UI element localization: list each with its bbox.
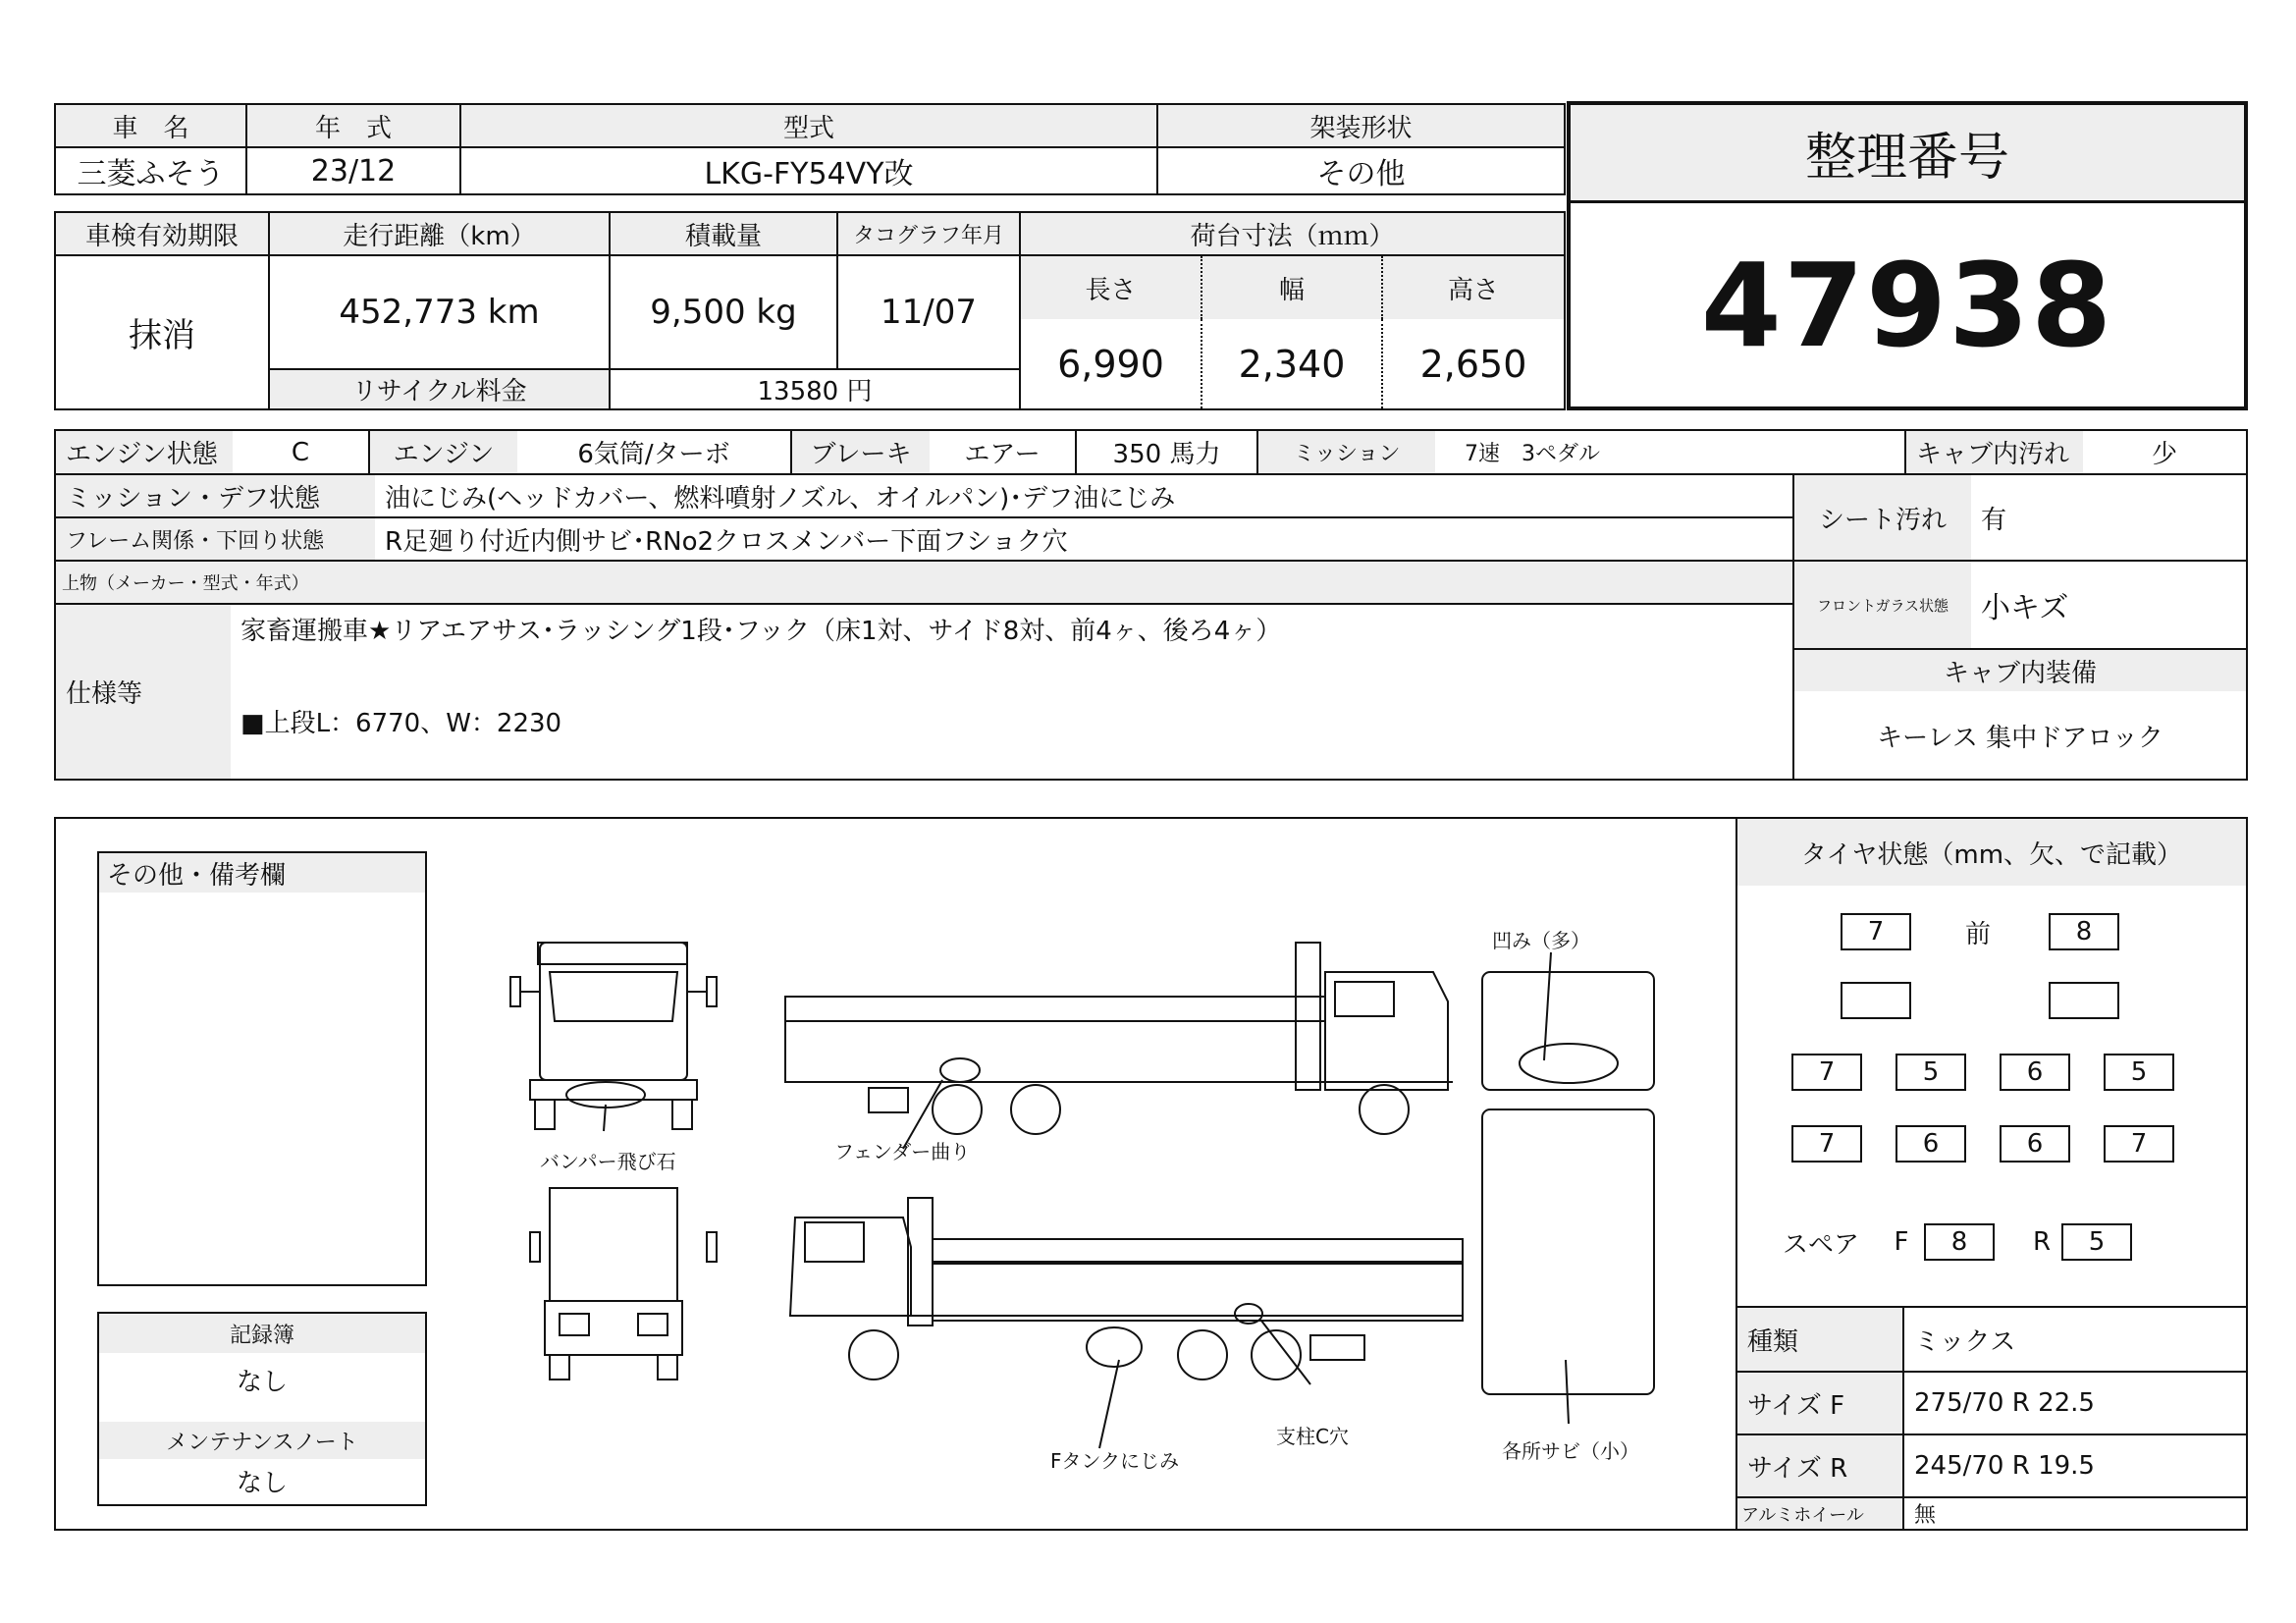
mileage-value: 452,773 km	[268, 254, 611, 370]
note-bumper: バンパー飛び石	[540, 1150, 676, 1173]
seat-dirt-value: 有	[1981, 505, 2007, 535]
ref-number: 47938	[1700, 237, 2114, 373]
frame-value: R足廻り付近内側サビ･RNo2クロスメンバー下面フショク穴	[385, 526, 1068, 557]
truck-side-view-top	[785, 943, 1453, 1134]
inspection-label: 車検有効期限	[54, 211, 270, 256]
mission-value: 7速 3ペダル	[1455, 431, 1906, 473]
top-table	[54, 103, 1566, 410]
tire-rear1-2: 5	[1896, 1054, 1966, 1091]
cab-equip-label: キャブ内装備	[1794, 650, 2246, 691]
truck-top-view	[1482, 972, 1654, 1424]
tire-rear1-3: 6	[2000, 1054, 2070, 1091]
mission-diff-label: ミッション・デフ状態	[56, 475, 375, 516]
height-label: 高さ	[1381, 256, 1564, 319]
width-label: 幅	[1201, 256, 1381, 319]
tire-size-r-value: 245/70 R 19.5	[1914, 1451, 2095, 1481]
tire-rear2-2: 6	[1896, 1125, 1966, 1163]
maint-value: なし	[236, 1468, 288, 1498]
length-value: 6,990	[1057, 342, 1164, 386]
frame-label: フレーム関係・下回り状態	[56, 518, 375, 560]
remarks-box	[97, 851, 427, 1286]
vehicle-name: 三菱ふそう	[54, 146, 247, 195]
body-label: 架装形状	[1156, 103, 1566, 148]
tire-rear1-4: 5	[2104, 1054, 2174, 1091]
mileage-label: 走行距離（km）	[268, 211, 611, 256]
spare-label: スペア	[1782, 1229, 1859, 1260]
mission-label: ミッション	[1258, 431, 1435, 473]
height-value: 2,650	[1381, 319, 1564, 408]
model-label: 型式	[459, 103, 1158, 148]
engine-label: エンジン	[370, 431, 517, 473]
note-dent: 凹み（多）	[1492, 929, 1590, 952]
tire-second-left	[1841, 982, 1911, 1019]
engine-state-label: エンジン状態	[56, 431, 233, 473]
spare-f-value: 8	[1924, 1223, 1995, 1261]
spare-r-value: 5	[2061, 1223, 2132, 1261]
recycle-label: リサイクル料金	[268, 368, 611, 410]
note-pillar: 支柱C穴	[1276, 1425, 1349, 1448]
vehicle-year: 23/12	[245, 146, 461, 195]
remarks-label: その他・備考欄	[99, 853, 425, 893]
tire-size-r-label: サイズ R	[1737, 1435, 1904, 1496]
capacity-value: 9,500 kg	[609, 254, 838, 370]
tire-size-f-label: サイズ F	[1737, 1373, 1904, 1434]
name-label: 車 名	[54, 103, 247, 148]
alloy-value: 無	[1914, 1503, 1937, 1528]
windshield-label: フロントガラス状態	[1794, 562, 1971, 648]
spec-line-2: ■上段L：6770、W：2230	[240, 709, 562, 738]
tire-title: タイヤ状態（mm、欠、で記載）	[1737, 819, 2246, 886]
tire-rear2-4: 7	[2104, 1125, 2174, 1163]
ref-box	[1567, 101, 2248, 410]
brake-label: ブレーキ	[792, 431, 930, 473]
tacho-label: タコグラフ年月	[836, 211, 1021, 256]
capacity-label: 積載量	[609, 211, 838, 256]
cab-equip-value: キーレス 集中ドアロック	[1877, 724, 2163, 753]
tire-front-right: 8	[2049, 913, 2119, 950]
inspection-value: 抹消	[54, 254, 270, 410]
seat-dirt-label: シート汚れ	[1794, 475, 1971, 560]
note-rust: 各所サビ（小）	[1502, 1439, 1639, 1463]
truck-side-view-bottom	[790, 1198, 1463, 1380]
record-value: なし	[236, 1367, 288, 1397]
vehicle-model: LKG-FY54VY改	[459, 146, 1158, 195]
engine-state-value: C	[233, 431, 370, 473]
maint-label: メンテナンスノート	[99, 1422, 425, 1459]
windshield-value: 小キズ	[1981, 591, 2069, 625]
engine-value: 6気筒/ターボ	[517, 431, 792, 473]
tacho-value: 11/07	[836, 254, 1021, 370]
body-type: その他	[1156, 146, 1566, 195]
spec-line-1: 家畜運搬車★リアエアサス･ラッシング1段･フック（床1対、サイド8対、前4ヶ、後ろ4ヶ）	[240, 617, 1282, 646]
tire-rear2-3: 6	[2000, 1125, 2070, 1163]
upper-label: 上物（メーカー・型式・年式）	[56, 562, 1792, 603]
truck-rear-view	[530, 1188, 717, 1380]
ref-label: 整理番号	[1571, 105, 2244, 203]
note-fender: フェンダー曲り	[834, 1140, 971, 1163]
brake-value: エアー	[930, 431, 1077, 473]
length-label: 長さ	[1021, 256, 1201, 319]
alloy-label: アルミホイール	[1737, 1498, 1904, 1529]
width-value: 2,340	[1201, 319, 1381, 408]
record-label: 記録簿	[99, 1314, 425, 1353]
truck-front-view	[510, 943, 717, 1131]
tire-type-value: ミックス	[1914, 1326, 2016, 1357]
tire-front-left: 7	[1841, 913, 1911, 950]
tire-front-label: 前	[1964, 919, 1991, 949]
dims-label: 荷台寸法（ｍｍ）	[1019, 211, 1566, 256]
spec-label: 仕様等	[56, 605, 231, 779]
truck-diagram	[491, 923, 1669, 1492]
mission-diff-value: 油にじみ(ヘッドカバー、燃料噴射ノズル、オイルパン)･デフ油にじみ	[385, 483, 1176, 514]
tire-rear1-1: 7	[1791, 1054, 1862, 1091]
horsepower-value: 350 馬力	[1077, 431, 1258, 473]
cab-dirt-value: 少	[2151, 440, 2177, 469]
cab-dirt-label: キャブ内汚れ	[1906, 431, 2083, 473]
tire-type-label: 種類	[1737, 1308, 1904, 1371]
tire-second-right	[2049, 982, 2119, 1019]
spare-r-label: R	[2032, 1227, 2052, 1257]
recycle-value: 13580 円	[609, 368, 1021, 410]
year-label: 年 式	[245, 103, 461, 148]
tire-rear2-1: 7	[1791, 1125, 1862, 1163]
record-box	[97, 1312, 427, 1506]
spare-f-label: F	[1894, 1227, 1909, 1257]
note-ftank: Fタンクにじみ	[1050, 1449, 1180, 1473]
tire-size-f-value: 275/70 R 22.5	[1914, 1388, 2095, 1418]
